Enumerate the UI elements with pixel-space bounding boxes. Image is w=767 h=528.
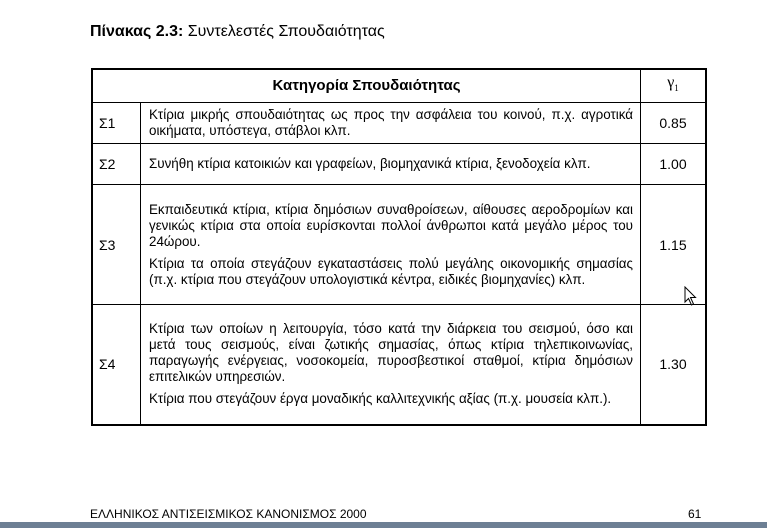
bottom-bar <box>0 522 767 528</box>
gamma-value: 0.85 <box>641 103 707 144</box>
gamma-symbol: γ <box>667 74 675 92</box>
category-code: Σ4 <box>92 305 141 425</box>
footer-document-title: ΕΛΛΗΝΙΚΟΣ ΑΝΤΙΣΕΙΣΜΙΚΟΣ ΚΑΝΟΝΙΣΜΟΣ 2000 <box>90 507 367 521</box>
caption-text: Συντελεστές Σπουδαιότητας <box>183 23 385 40</box>
importance-table <box>91 68 707 426</box>
gamma-subscript: 1 <box>674 83 679 94</box>
table-row <box>92 305 706 425</box>
table-caption <box>90 23 385 41</box>
gamma-value: 1.00 <box>641 144 707 185</box>
description-paragraph: Κτίρια των οποίων η λειτουργία, τόσο κατά την διάρκεια του σεισμού, όσο και μετά τους σεισμούς, είναι ζωτικής σημασίας, όπως κτίρια τηλεπικοινωνίας, παραγωγής ενέργειας, νοσοκομεία, πυροσβεστικοί σταθμοί, κτίρια δημόσιων επιτελικών υπηρεσιών. <box>149 321 633 385</box>
category-code: Σ2 <box>92 144 141 185</box>
table-header-row <box>92 69 706 103</box>
description-paragraph: Κτίρια μικρής σπουδαιότητας ως προς την ασφάλεια του κοινού, π.χ. αγροτικά οικήματα, υπόστεγα, στάβλοι κλπ. <box>149 107 633 138</box>
description-paragraph: Συνήθη κτίρια κατοικιών και γραφείων, βιομηχανικά κτίρια, ξενοδοχεία κλπ. <box>149 156 591 171</box>
description-paragraph: Εκπαιδευτικά κτίρια, κτίρια δημόσιων συναθροίσεων, αίθουσες αεροδρομίων και γενικώς κτίρια στα οποία ευρίσκονται πολλοί άνθρωποι κατά μεγάλο μέρος του 24ώρου. <box>149 201 633 249</box>
table-row <box>92 103 706 144</box>
category-code: Σ3 <box>92 185 141 305</box>
footer-page-number: 61 <box>688 507 702 521</box>
category-code: Σ1 <box>92 103 141 144</box>
gamma-value: 1.15 <box>641 185 707 305</box>
category-description <box>141 185 641 305</box>
mouse-pointer-icon <box>684 286 698 306</box>
header-category: Κατηγορία Σπουδαιότητας <box>92 69 641 103</box>
caption-label: Πίνακας 2.3: <box>90 23 184 40</box>
category-description <box>141 144 641 185</box>
category-description <box>141 103 641 144</box>
table-row <box>92 185 706 305</box>
table-row <box>92 144 706 185</box>
description-paragraph: Κτίρια τα οποία στεγάζουν εγκαταστάσεις πολύ μεγάλης οικονομικής σημασίας (π.χ. κτίρια που στεγάζουν υπολογιστικά κέντρα, ειδικές βιομηχανίες) κλπ. <box>149 255 633 287</box>
description-paragraph: Κτίρια που στεγάζουν έργα μοναδικής καλλιτεχνικής αξίας (π.χ. μουσεία κλπ.). <box>149 391 612 407</box>
category-description <box>141 305 641 425</box>
header-gamma <box>641 69 707 103</box>
gamma-value: 1.30 <box>641 305 707 425</box>
